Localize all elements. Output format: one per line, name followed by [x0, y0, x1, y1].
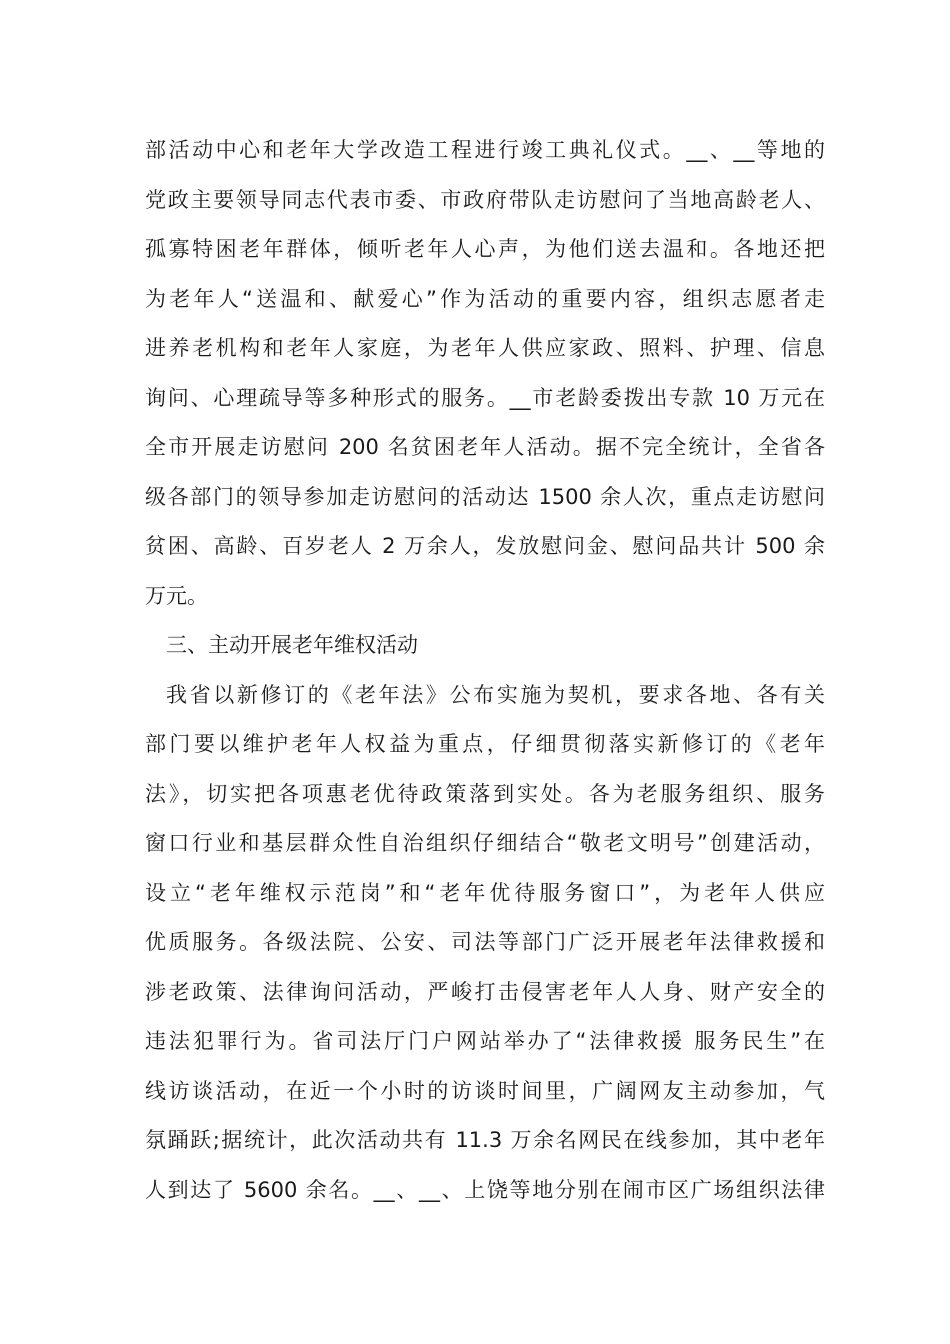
text-line: 窗口行业和基层群众性自治组织仔细结合“敬老文明号”创建活动，: [145, 831, 825, 855]
text-line: 线访谈活动，在近一个小时的访谈时间里，广阔网友主动参加，气: [145, 1078, 825, 1103]
text-line: 万元。: [145, 583, 208, 608]
text-line: 人到达了 5600 余名。__、__、上饶等地分别在闹市区广场组织法律: [145, 1177, 825, 1202]
text-line: 进养老机构和老年人家庭，为老年人供应家政、照料、护理、信息: [145, 336, 825, 360]
text-line: 涉老政策、法律询问活动，严峻打击侵害老年人人身、财产安全的: [145, 979, 825, 1004]
section-heading: 三、主动开展老年维权活动: [166, 633, 418, 657]
text-line: 违法犯罪行为。省司法厅门户网站举办了“法律救援 服务民生”在: [145, 1029, 825, 1053]
body-text: [145, 126, 825, 1215]
text-line: 孤寡特困老年群体，倾听老年人心声，为他们送去温和。各地还把: [145, 237, 825, 261]
text-line: 贫困、高龄、百岁老人 2 万余人，发放慰问金、慰问品共计 500 余: [145, 534, 825, 558]
text-line: 党政主要领导同志代表市委、市政府带队走访慰问了当地高龄老人、: [145, 187, 825, 212]
text-line: 部活动中心和老年大学改造工程进行竣工典礼仪式。__、__等地的: [145, 138, 825, 162]
text-line: 部门要以维护老年人权益为重点，仔细贯彻落实新修订的《老年: [145, 732, 825, 756]
text-line: 为老年人“送温和、献爱心”作为活动的重要内容，组织志愿者走: [145, 286, 825, 311]
text-line: 询问、心理疏导等多种形式的服务。__市老龄委拨出专款 10 万元在: [145, 385, 825, 410]
text-line: 法》，切实把各项惠老优待政策落到实处。各为老服务组织、服务: [145, 781, 825, 806]
text-line: 设立“老年维权示范岗”和“老年优待服务窗口”，为老年人供应: [145, 880, 825, 905]
text-line: 氛踊跃;据统计，此次活动共有 11.3 万余名网民在线参加，其中老年: [145, 1128, 825, 1152]
text-line: 优质服务。各级法院、公安、司法等部门广泛开展老年法律救援和: [145, 930, 825, 954]
text-line: 全市开展走访慰问 200 名贫困老年人活动。据不完全统计，全省各: [145, 435, 825, 459]
text-line: 我省以新修订的《老年法》公布实施为契机，要求各地、各有关: [166, 682, 825, 707]
text-line: 级各部门的领导参加走访慰问的活动达 1500 余人次，重点走访慰问: [145, 484, 825, 509]
